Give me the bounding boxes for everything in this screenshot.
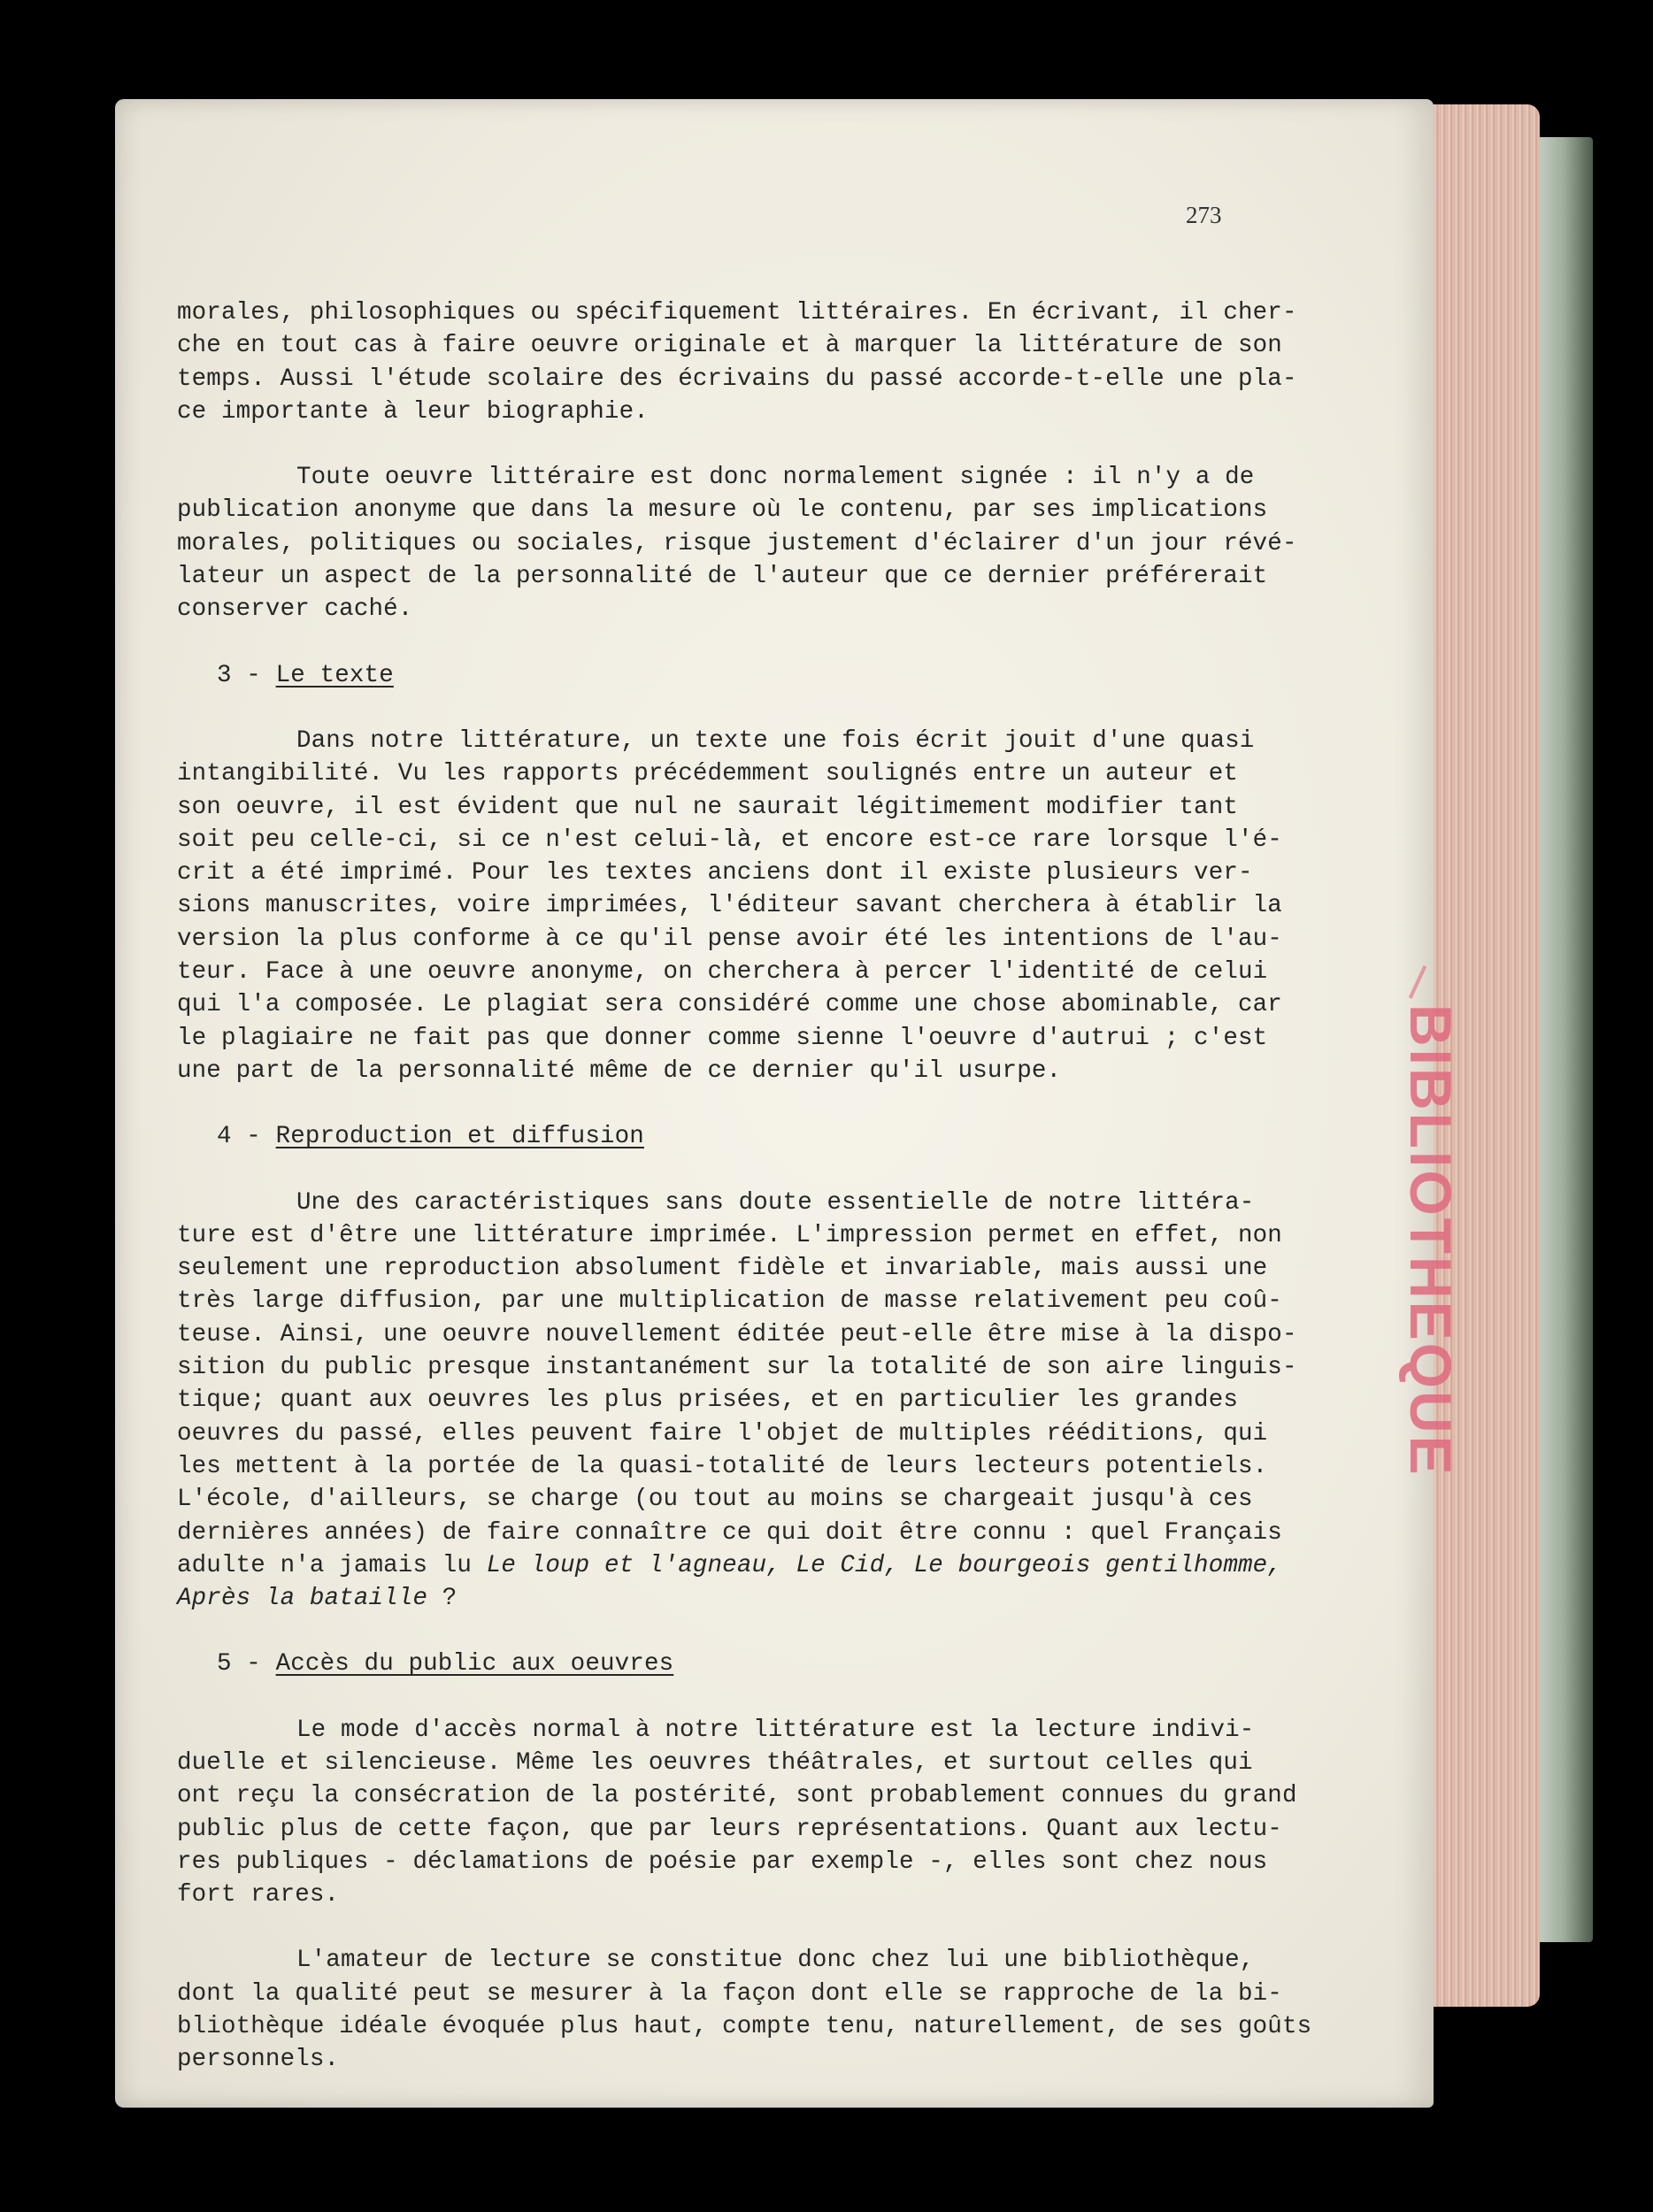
text-line: ce importante à leur biographie. <box>177 397 649 426</box>
text-line: soit peu celle-ci, si ce n'est celui-là, et encore est-ce rare lorsque l'é- <box>177 826 1282 854</box>
text-line: oeuvres du passé, elles peuvent faire l'objet de multiples rééditions, qui <box>177 1419 1268 1448</box>
text-fragment: ? <box>427 1585 457 1613</box>
text-line: sions manuscrites, voire imprimées, l'éditeur savant cherchera à établir la <box>177 892 1282 920</box>
text-line: une part de la personnalité même de ce dernier qu'il usurpe. <box>177 1056 1062 1085</box>
text-line: res publiques - déclamations de poésie par exemple -, elles sont chez nous <box>177 1847 1268 1876</box>
text-line: sition du public presque instantanément sur la totalité de son aire linguis- <box>177 1354 1297 1382</box>
section-title: Accès du public aux oeuvres <box>275 1650 674 1678</box>
text-line: temps. Aussi l'étude scolaire des écrivains du passé accorde-t-elle une pla- <box>177 365 1297 393</box>
section-title: Le texte <box>275 661 394 689</box>
text-line: qui l'a composée. Le plagiat sera considéré comme une chose abominable, car <box>177 991 1282 1019</box>
text-line: les mettent à la portée de la quasi-totalité de leurs lecteurs potentiels. <box>177 1452 1268 1480</box>
text-line: seulement une reproduction absolument fidèle et invariable, mais aussi une <box>177 1255 1268 1283</box>
text-line: L'école, d'ailleurs, se charge (ou tout au moins se chargeait jusqu'à ces <box>177 1486 1253 1514</box>
cited-titles: Le loup et l'agneau, Le Cid, Le bourgeois gentilhomme, <box>486 1551 1282 1579</box>
library-stamp: BIBLIOTHEQUE <box>1398 1004 1464 1478</box>
section-heading-5 <box>177 1647 1319 1680</box>
cited-title: Après la bataille <box>177 1585 428 1613</box>
text-line: dont la qualité peut se mesurer à la façon dont elle se rapproche de la bi- <box>177 1979 1282 2008</box>
section-title: Reproduction et diffusion <box>275 1123 644 1151</box>
text-line: morales, politiques ou sociales, risque justement d'éclairer d'un jour révé- <box>177 529 1297 557</box>
text-line: che en tout cas à faire oeuvre originale et à marquer la littérature de son <box>177 332 1282 360</box>
text-line: L'amateur de lecture se constitue donc chez lui une bibliothèque, <box>296 1947 1255 1975</box>
section-number: 3 - <box>217 661 276 689</box>
text-fragment: adulte n'a jamais lu <box>177 1551 487 1579</box>
text-line: bliothèque idéale évoquée plus haut, compte tenu, naturellement, de ses goûts <box>177 2013 1312 2041</box>
section-number: 4 - <box>217 1123 276 1151</box>
text-line: crit a été imprimé. Pour les textes anciens dont il existe plusieurs ver- <box>177 859 1253 887</box>
text-line: teur. Face à une oeuvre anonyme, on cherchera à percer l'identité de celui <box>177 958 1268 987</box>
page-number: 273 <box>1186 202 1222 228</box>
text-line: fort rares. <box>177 1881 340 1909</box>
text-line: version la plus conforme à ce qu'il pense avoir été les intentions de l'au- <box>177 925 1282 953</box>
text-line: Dans notre littérature, un texte une fois écrit jouit d'une quasi <box>296 726 1255 755</box>
text-line: ont reçu la consécration de la postérité, sont probablement connues du grand <box>177 1782 1297 1810</box>
text-line <box>177 1549 1319 1582</box>
text-line: personnels. <box>177 2046 340 2074</box>
text-line: son oeuvre, il est évident que nul ne saurait légitimement modifier tant <box>177 793 1238 821</box>
section-number: 5 - <box>217 1650 276 1678</box>
text-line: tique; quant aux oeuvres les plus prisées, et en particulier les grandes <box>177 1386 1238 1415</box>
text-line: teuse. Ainsi, une oeuvre nouvellement éditée peut-elle être mise à la dispo- <box>177 1320 1297 1348</box>
text-line: intangibilité. Vu les rapports précédemment soulignés entre un auteur et <box>177 760 1238 788</box>
text-line: public plus de cette façon, que par leurs représentations. Quant aux lectu- <box>177 1815 1282 1843</box>
section-heading-4 <box>177 1120 1319 1153</box>
text-line: ture est d'être une littérature imprimée. L'impression permet en effet, non <box>177 1221 1282 1249</box>
text-line: très large diffusion, par une multiplication de masse relativement peu coû- <box>177 1287 1282 1316</box>
text-line: Le mode d'accès normal à notre littérature est la lecture indivi- <box>296 1716 1255 1744</box>
text-line: duelle et silencieuse. Même les oeuvres théâtrales, et surtout celles qui <box>177 1748 1253 1777</box>
text-line <box>177 1582 1319 1615</box>
text-line: Toute oeuvre littéraire est donc normalement signée : il n'y a de <box>296 464 1255 492</box>
text-line: Une des caractéristiques sans doute essentielle de notre littéra- <box>296 1188 1255 1217</box>
text-line: lateur un aspect de la personnalité de l'auteur que ce dernier préférerait <box>177 563 1268 591</box>
body-text <box>177 296 1319 2077</box>
text-line: publication anonyme que dans la mesure où le contenu, par ses implications <box>177 496 1268 525</box>
text-line: morales, philosophiques ou spécifiquement littéraires. En écrivant, il cher- <box>177 299 1297 326</box>
text-line: conserver caché. <box>177 595 413 624</box>
section-heading-3 <box>177 659 1319 692</box>
text-line: le plagiaire ne fait pas que donner comme sienne l'oeuvre d'autrui ; c'est <box>177 1024 1268 1052</box>
text-line: dernières années) de faire connaître ce qui doit être connu : quel Français <box>177 1518 1282 1547</box>
